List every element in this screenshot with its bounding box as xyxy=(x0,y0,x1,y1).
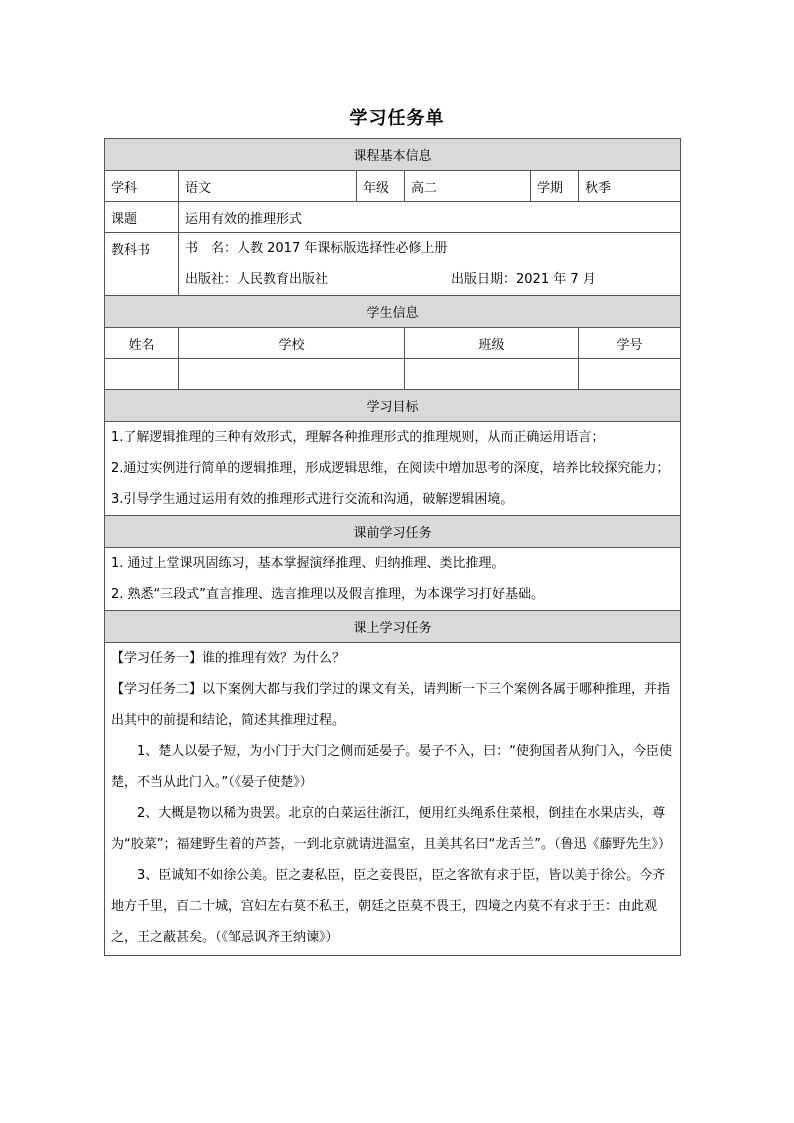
case-two: 2、大概是物以稀为贵罢。北京的白菜运往浙江，便用红头绳系住菜根，倒挂在水果店头，尊为“胶菜”；福建野生着的芦荟，一到北京就请进温室，且美其名曰“龙舌兰”。（鲁迅《藤野先生》） xyxy=(111,806,671,852)
course-info-row xyxy=(105,171,681,202)
grade-label: 年级 xyxy=(357,171,405,202)
textbook-label: 教科书 xyxy=(105,233,179,296)
school-cell[interactable] xyxy=(179,359,405,390)
in-class-tasks-row xyxy=(105,643,681,956)
student-header-row xyxy=(105,328,681,359)
topic-row xyxy=(105,202,681,233)
textbook-row xyxy=(105,233,681,296)
case-one: 1、楚人以晏子短，为小门于大门之侧而延晏子。晏子不入，曰：“使狗国者从狗门入，今臣使楚，不当从此门入。”（《晏子使楚》） xyxy=(111,744,673,790)
goals-row xyxy=(105,422,681,516)
name-cell[interactable] xyxy=(105,359,179,390)
name-label: 姓名 xyxy=(105,328,179,359)
term-label: 学期 xyxy=(531,171,579,202)
section-goals: 学习目标 xyxy=(105,390,681,422)
student-id-label: 学号 xyxy=(579,328,681,359)
section-course-info: 课程基本信息 xyxy=(105,139,681,171)
topic-label: 课题 xyxy=(105,202,179,233)
goal-item: 1.了解逻辑推理的三种有效形式，理解各种推理形式的推理规则，从而正确运用语言； xyxy=(111,430,605,445)
student-id-cell[interactable] xyxy=(579,359,681,390)
student-input-row xyxy=(105,359,681,390)
task-two: 【学习任务二】以下案例大都与我们学过的课文有关，请判断一下三个案例各属于哪种推理，并指出其中的前提和结论，简述其推理过程。 xyxy=(111,682,671,728)
textbook-title: 书 名：人教 2017 年课标版选择性必修上册 xyxy=(185,241,448,256)
task-sheet-table xyxy=(104,138,681,956)
school-label: 学校 xyxy=(179,328,405,359)
textbook-pub-date: 出版日期：2021 年 7 月 xyxy=(451,272,596,287)
pre-tasks-row xyxy=(105,548,681,611)
topic-value: 运用有效的推理形式 xyxy=(179,202,681,233)
pre-task-item: 2. 熟悉“三段式”直言推理、选言推理以及假言推理，为本课学习打好基础。 xyxy=(111,587,545,602)
subject-value: 语文 xyxy=(179,171,357,202)
term-value: 秋季 xyxy=(579,171,681,202)
section-student-info: 学生信息 xyxy=(105,296,681,328)
textbook-publisher: 出版社：人民教育出版社 xyxy=(185,272,329,287)
pre-task-item: 1. 通过上堂课巩固练习，基本掌握演绎推理、归纳推理、类比推理。 xyxy=(111,556,505,571)
page-title: 学习任务单 xyxy=(349,108,445,129)
goal-item: 3.引导学生通过运用有效的推理形式进行交流和沟通，破解逻辑困境。 xyxy=(111,492,514,507)
subject-label: 学科 xyxy=(105,171,179,202)
section-pre-tasks: 课前学习任务 xyxy=(105,516,681,548)
case-three: 3、臣诚知不如徐公美。臣之妻私臣，臣之妾畏臣，臣之客欲有求于臣，皆以美于徐公。今齐地方千里，百二十城，宫妇左右莫不私王，朝廷之臣莫不畏王，四境之内莫不有求于王：由此观之，王之蔽甚矣。（《邹忌讽齐王纳谏》） xyxy=(111,868,666,945)
class-cell[interactable] xyxy=(405,359,579,390)
class-label: 班级 xyxy=(405,328,579,359)
grade-value: 高二 xyxy=(405,171,531,202)
section-in-class-tasks: 课上学习任务 xyxy=(105,611,681,643)
goal-item: 2.通过实例进行简单的逻辑推理，形成逻辑思维，在阅读中增加思考的深度，培养比较探究能力； xyxy=(111,461,670,476)
task-one: 【学习任务一】谁的推理有效？为什么？ xyxy=(111,651,346,666)
